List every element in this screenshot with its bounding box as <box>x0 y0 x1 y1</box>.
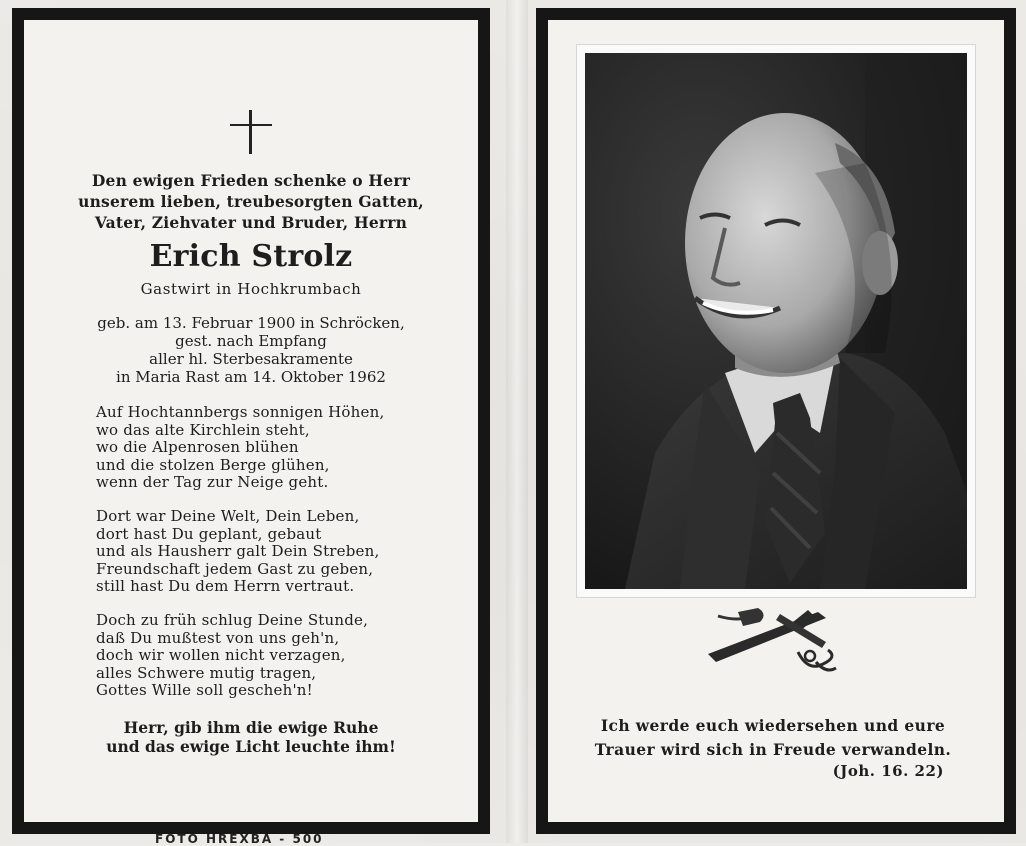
closing-prayer <box>106 718 396 756</box>
cross-icon <box>230 110 272 154</box>
deceased-name: Erich Strolz <box>149 239 353 274</box>
card-fold <box>506 0 528 843</box>
poem-stanza <box>96 612 384 700</box>
poem-line: wenn der Tag zur Neige geht. <box>96 473 329 492</box>
life-dates <box>97 314 404 386</box>
poem-line: und die stolzen Berge glühen, <box>96 455 330 474</box>
verse-line: Trauer wird sich in Freude verwandeln. <box>594 740 952 759</box>
text-card-content <box>24 20 478 822</box>
poem-line: dort hast Du geplant, gebaut <box>96 524 322 543</box>
portrait-illustration <box>585 53 967 589</box>
text-card <box>12 8 490 834</box>
poem-line: Dort war Deine Welt, Dein Leben, <box>96 506 360 525</box>
intro-line: unserem lieben, treubesorgten Gatten, <box>78 192 424 211</box>
poem-line: wo das alte Kirchlein steht, <box>96 420 310 439</box>
poem <box>96 404 384 716</box>
poem-line: still hast Du dem Herrn vertraut. <box>96 577 355 596</box>
dates-line: aller hl. Sterbesakramente <box>149 350 353 368</box>
poem-line: Auf Hochtannbergs sonnigen Höhen, <box>96 403 385 421</box>
cross-and-anchor-emblem <box>698 602 848 682</box>
dates-line: geb. am 13. Februar 1900 in Schröcken, <box>97 314 405 332</box>
portrait-photo <box>585 53 967 589</box>
poem-line: Freundschaft jedem Gast zu geben, <box>96 559 374 578</box>
verse-reference: (Joh. 16. 22) <box>832 762 944 780</box>
profession: Gastwirt in Hochkrumbach <box>140 280 362 298</box>
poem-line: und als Hausherr galt Dein Streben, <box>96 542 380 561</box>
intro-text <box>78 170 424 233</box>
poem-line: Doch zu früh schlug Deine Stunde, <box>96 610 369 629</box>
poem-line: wo die Alpenrosen blühen <box>96 438 299 457</box>
closing-line: und das ewige Licht leuchte ihm! <box>106 736 396 756</box>
poem-stanza <box>96 404 384 492</box>
dates-line: gest. nach Empfang <box>175 332 327 350</box>
print-imprint: FOTO HREXBA - 500 <box>155 832 324 846</box>
photo-card <box>536 8 1016 834</box>
poem-line: alles Schwere mutig tragen, <box>96 663 317 682</box>
intro-line: Vater, Ziehvater und Bruder, Herrn <box>94 213 408 232</box>
bible-verse <box>588 714 958 762</box>
closing-line: Herr, gib ihm die ewige Ruhe <box>123 717 379 737</box>
portrait-frame <box>577 45 975 597</box>
poem-line: Gottes Wille soll gescheh'n! <box>96 681 313 700</box>
dates-line: in Maria Rast am 14. Oktober 1962 <box>116 368 386 386</box>
intro-line: Den ewigen Frieden schenke o Herr <box>91 171 411 190</box>
poem-line: doch wir wollen nicht verzagen, <box>96 646 346 665</box>
poem-line: daß Du mußtest von uns geh'n, <box>96 628 340 647</box>
poem-stanza <box>96 508 384 596</box>
verse-line: Ich werde euch wiedersehen und eure <box>600 716 946 735</box>
